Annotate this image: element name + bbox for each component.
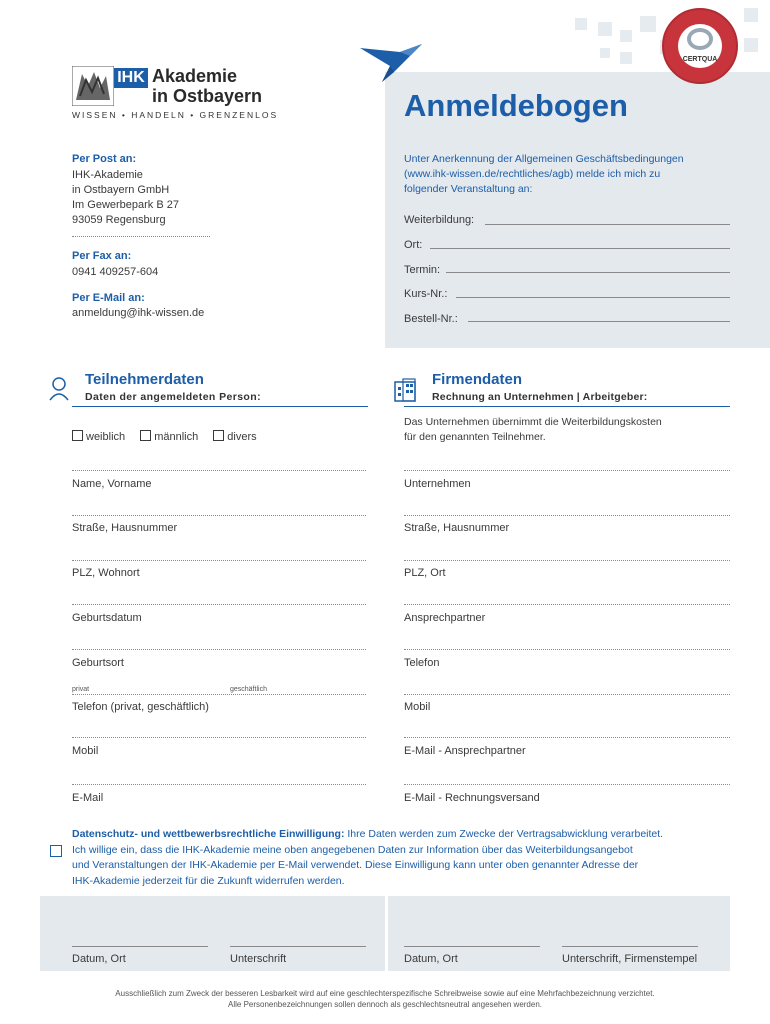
consent-line1: Ihre Daten werden zum Zwecke der Vertragsabwicklung verarbeitet.: [344, 828, 664, 840]
company-field-label: E-Mail - Rechnungsversand: [404, 792, 540, 804]
signature-label: Unterschrift, Firmenstempel: [562, 953, 698, 965]
participant-field-label: Straße, Hausnummer: [72, 522, 178, 534]
company-intro-line: Das Unternehmen übernimmt die Weiterbildungskosten: [404, 416, 662, 428]
signature-line-sign-right[interactable]: [562, 946, 698, 947]
consent-line2: Ich willige ein, dass die IHK-Akademie meine oben angegebenen Daten zur Information über das Weiterbildungsangebot: [72, 843, 633, 856]
event-intro-line: folgender Veranstaltung an:: [404, 183, 533, 195]
company-field-label: Unternehmen: [404, 478, 471, 490]
ihk-logo-icon: [72, 66, 114, 106]
decor-square: [575, 18, 587, 30]
company-field-line[interactable]: [404, 560, 730, 561]
company-field-label: Ansprechpartner: [404, 612, 486, 624]
consent-line: [72, 827, 732, 843]
section-divider: [404, 406, 730, 407]
company-field-line[interactable]: [404, 470, 730, 471]
field-bestellnr[interactable]: [468, 321, 730, 322]
participant-field-line[interactable]: [72, 604, 366, 605]
participant-field-label: Telefon (privat, geschäftlich): [72, 701, 209, 713]
company-field-line[interactable]: [404, 649, 730, 650]
company-field-line[interactable]: [404, 604, 730, 605]
signature-line-date-left[interactable]: [72, 946, 208, 947]
person-icon: [48, 376, 70, 402]
footer-line: Ausschließlich zum Zweck der besseren Lesbarkeit wird auf eine geschlechterspezifische Schreibweise sowie auf eine Mehrfachbezeichnung verzichtet.: [115, 989, 655, 998]
decor-square: [744, 8, 758, 22]
logo-tagline: WISSEN • HANDELN • GRENZENLOS: [72, 110, 279, 120]
company-title: Firmendaten: [432, 371, 523, 388]
company-field-label: Straße, Hausnummer: [404, 522, 510, 534]
post-line: Im Gewerbepark B 27: [72, 199, 179, 211]
decor-square: [620, 30, 632, 42]
company-field-label: E-Mail - Ansprechpartner: [404, 745, 526, 757]
gender-maennlich[interactable]: [140, 431, 198, 443]
page-title: Anmeldebogen: [404, 88, 628, 123]
mail-address: anmeldung@ihk-wissen.de: [72, 307, 205, 319]
signature-label: Datum, Ort: [72, 953, 126, 965]
gender-label: weiblich: [86, 431, 126, 443]
logo-line1: Akademie: [152, 66, 238, 86]
participant-field-line[interactable]: [72, 560, 366, 561]
company-field-label: Mobil: [404, 701, 431, 713]
checkbox-icon[interactable]: [213, 430, 224, 441]
company-field-line[interactable]: [404, 515, 730, 516]
company-field-line[interactable]: [404, 784, 730, 785]
company-field-line[interactable]: [404, 737, 730, 738]
certqua-badge: [662, 8, 738, 84]
field-ort[interactable]: [430, 248, 730, 249]
participant-field-line[interactable]: [72, 515, 366, 516]
field-label-termin: Termin:: [404, 264, 441, 276]
gender-weiblich[interactable]: [72, 431, 125, 443]
company-subtitle: Rechnung an Unternehmen | Arbeitgeber:: [432, 391, 648, 403]
participant-title: Teilnehmerdaten: [85, 371, 204, 388]
footer-line: Alle Personenbezeichnungen sollen dennoch als geschlechtsneutral angesehen werden.: [228, 1000, 542, 1009]
post-line: 93059 Regensburg: [72, 214, 166, 226]
participant-field-line[interactable]: [72, 737, 366, 738]
company-intro: [404, 415, 662, 445]
logo-ihk: IHK: [114, 68, 148, 88]
divider: [72, 236, 210, 237]
company-field-label: PLZ, Ort: [404, 567, 446, 579]
checkbox-icon[interactable]: [140, 430, 151, 441]
decor-square: [598, 22, 612, 36]
post-address: [72, 168, 179, 228]
decor-square: [620, 52, 632, 64]
mail-heading: Per E-Mail an:: [72, 292, 145, 304]
gender-options: [72, 430, 257, 443]
field-kursnr[interactable]: [456, 297, 730, 298]
consent-text: [72, 827, 732, 889]
field-weiterbildung[interactable]: [485, 224, 730, 225]
participant-field-label: Mobil: [72, 745, 99, 757]
decor-square: [640, 16, 656, 32]
section-divider: [72, 406, 368, 407]
field-termin[interactable]: [446, 272, 730, 273]
consent-checkbox[interactable]: [50, 845, 62, 857]
participant-field-label: Geburtsdatum: [72, 612, 142, 624]
fax-heading: Per Fax an:: [72, 250, 132, 262]
consent-line4: IHK-Akademie jederzeit für die Zukunft widerrufen werden.: [72, 874, 345, 887]
decor-square: [744, 38, 758, 52]
gender-divers[interactable]: [213, 431, 256, 443]
participant-field-label: PLZ, Wohnort: [72, 567, 140, 579]
participant-field-label: Geburtsort: [72, 657, 124, 669]
signature-divider: [385, 896, 388, 971]
participant-field-line[interactable]: [72, 694, 366, 695]
company-field-label: Telefon: [404, 657, 440, 669]
checkbox-icon[interactable]: [72, 430, 83, 441]
post-heading: Per Post an:: [72, 153, 137, 165]
gender-label: männlich: [154, 431, 199, 443]
fax-number: 0941 409257-604: [72, 266, 159, 278]
field-label-weiterbildung: Weiterbildung:: [404, 214, 475, 226]
footer-note: [40, 988, 730, 1010]
company-field-line[interactable]: [404, 694, 730, 695]
post-line: IHK-Akademie: [72, 169, 143, 181]
logo-line2: in Ostbayern: [152, 86, 263, 106]
consent-heading: Datenschutz- und wettbewerbsrechtliche Einwilligung:: [72, 828, 345, 840]
field-label-kursnr: Kurs-Nr.:: [404, 288, 448, 300]
signature-line-date-right[interactable]: [404, 946, 540, 947]
field-label-ort: Ort:: [404, 239, 423, 251]
participant-field-line[interactable]: [72, 649, 366, 650]
decor-square: [600, 48, 610, 58]
participant-field-label: E-Mail: [72, 792, 104, 804]
bird-icon: [360, 42, 440, 90]
participant-field-line[interactable]: [72, 784, 366, 785]
event-intro-line: (www.ihk-wissen.de/rechtliches/agb) melde ich mich zu: [404, 168, 661, 180]
gender-label: divers: [227, 431, 257, 443]
signature-label: Unterschrift: [230, 953, 287, 965]
participant-subtitle: Daten der angemeldeten Person:: [85, 391, 261, 403]
event-intro-line: Unter Anerkennung der Allgemeinen Geschäftsbedingungen: [404, 153, 684, 165]
participant-field-label: Name, Vorname: [72, 478, 152, 490]
signature-label: Datum, Ort: [404, 953, 458, 965]
participant-field-line[interactable]: [72, 470, 366, 471]
building-icon: [394, 378, 416, 402]
consent-line3: und Veranstaltungen der IHK-Akademie per E-Mail verwendet. Diese Einwilligung kann unter oben genannter Adresse der: [72, 859, 639, 871]
signature-line-sign-left[interactable]: [230, 946, 366, 947]
post-line: in Ostbayern GmbH: [72, 184, 170, 196]
company-intro-line: für den genannten Teilnehmer.: [404, 431, 546, 443]
phone-sub-business: geschäftlich: [230, 686, 267, 693]
certqua-label: CERTQUA: [682, 56, 718, 63]
phone-sub-private: privat: [72, 686, 90, 693]
field-label-bestellnr: Bestell-Nr.:: [404, 313, 458, 325]
event-intro: [404, 152, 684, 197]
